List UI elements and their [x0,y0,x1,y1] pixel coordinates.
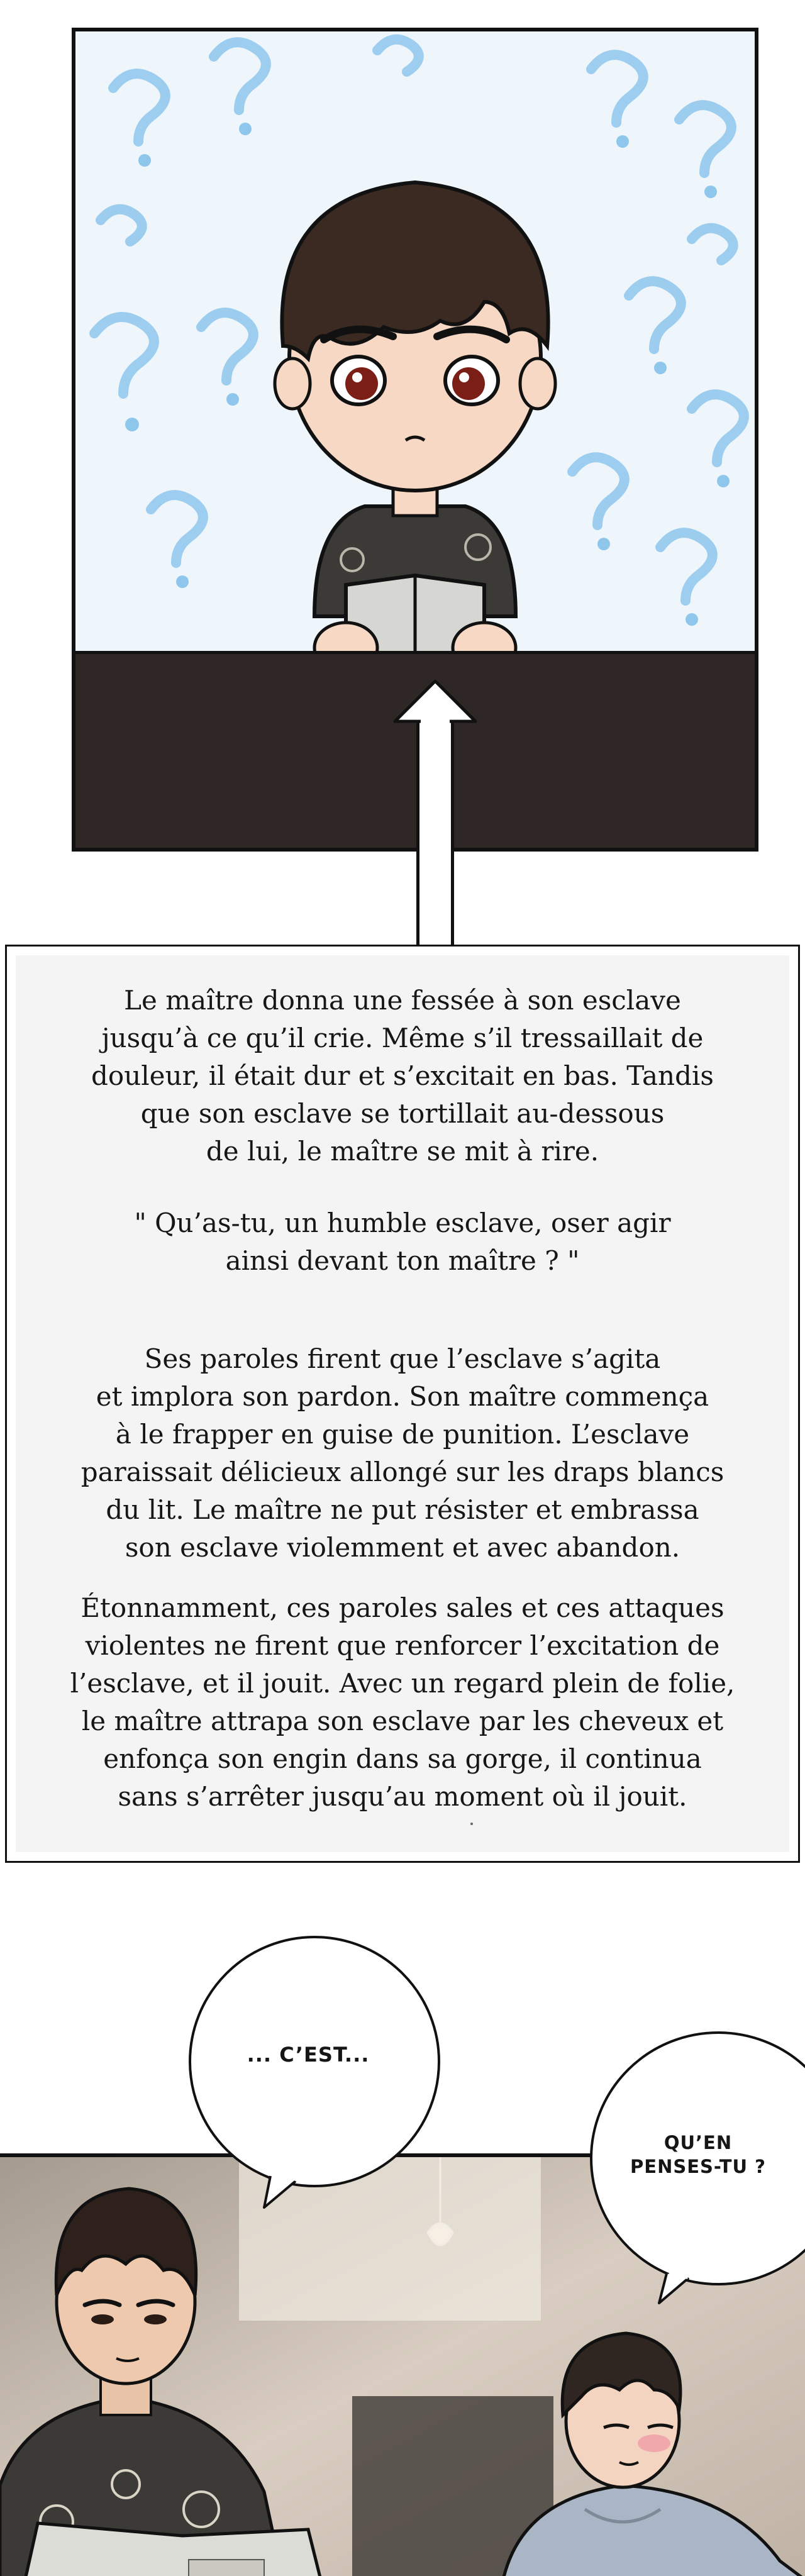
narration-arrow-shaft [416,718,454,951]
stray-dot [470,1823,473,1825]
narration-inner [16,955,789,1852]
narration-paragraph-2: " Qu’as-tu, un humble esclave, oser agir ainsi devant ton maître ? " [134,1208,671,1276]
question-mark-background [75,31,755,651]
panel-chibi-reading [72,28,758,852]
arrow-up-icon [393,679,477,723]
narration-paragraph-4: Étonnamment, ces paroles sales et ces attaques violentes ne firent que renforcer l’excitation de l’esclave, et il jouit. Avec un regard plein de folie, le maître attrapa son esclave par les cheveux et enfonça son engin dans sa gorge, il continua sans s’arrêter jusqu’au moment où il jouit. [70,1592,735,1812]
narration-box [5,945,800,1863]
speech-bubble-left [190,1937,439,2207]
narration-paragraph-3: Ses paroles firent que l’esclave s’agita et implora son pardon. Son maître commença à le frapper en guise de punition. L’esclave paraissait délicieux allongé sur les draps blancs du lit. Le maître ne put résister et embrassa son esclave violemment et avec abandon. [80,1343,724,1563]
chibi-man-figure [275,182,555,651]
speech-bubbles [0,1912,805,2314]
bubble-left-text: ... C’EST... [247,2043,370,2067]
bubble-right-text: QU’EN PENSES-TU ? [630,2132,766,2177]
narration-paragraph-1: Le maître donna une fessée à son esclave jusqu’à ce qu’il crie. Même s’il tressaillait de douleur, il était dur et s’excitait en bas. Tandis que son esclave se tortillait au-dessous de lui, le maître se mit à rire. [91,985,714,1167]
